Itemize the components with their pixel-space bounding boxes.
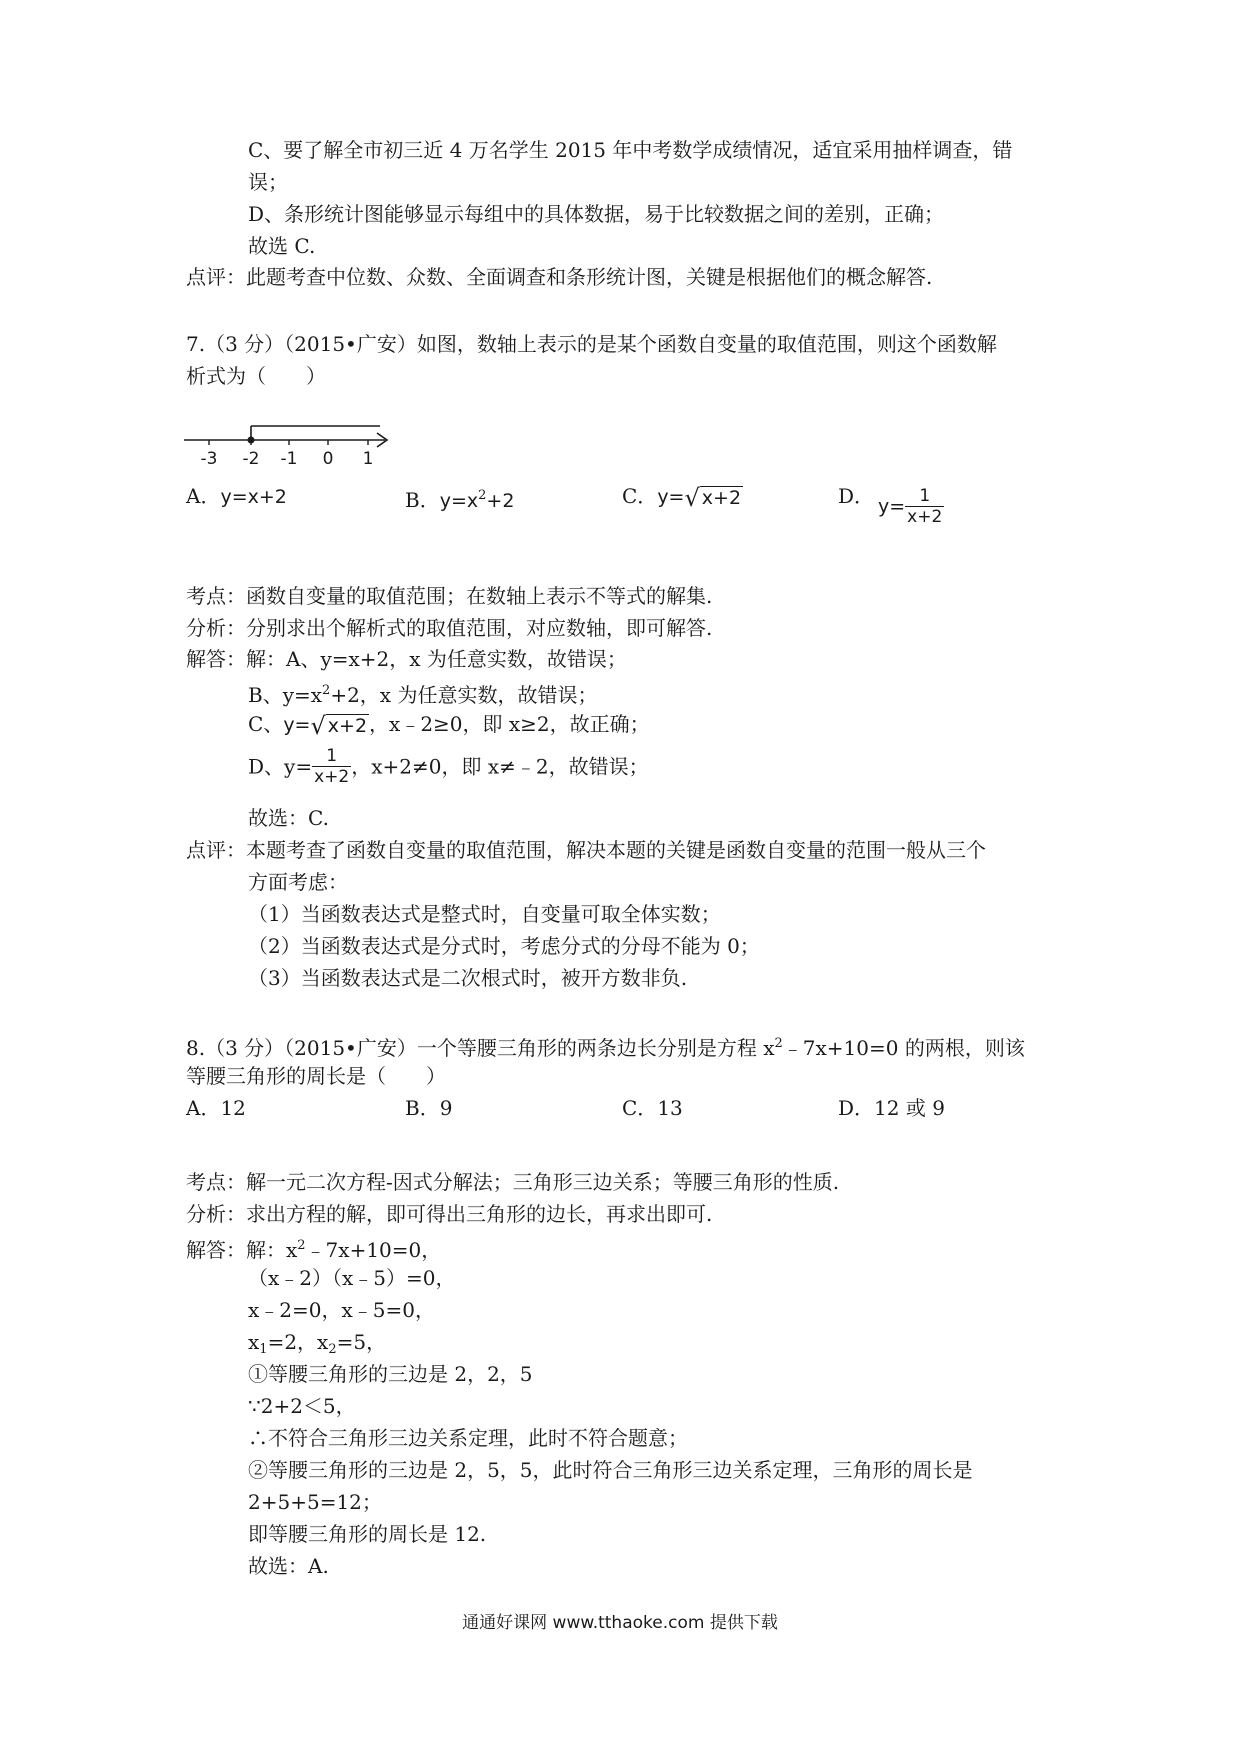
tick-label: 1: [362, 449, 374, 469]
q8-step-9: 即等腰三角形的周长是 12.: [248, 1522, 487, 1546]
q8-step-5: ∵2+2＜5，: [248, 1394, 356, 1418]
q7-point-3: （3）当函数表达式是二次根式时，被开方数非负.: [248, 966, 688, 990]
option-label: D．: [838, 1096, 875, 1120]
option-label: B．: [405, 1096, 440, 1120]
prev-option-c-line2: 误；: [248, 170, 288, 194]
q7-stem-line2: 析式为（ ）: [186, 364, 326, 388]
prev-option-c-line1: C、要了解全市初三近 4 万名学生 2015 年中考数学成绩情况，适宜采用抽样调查，错: [248, 138, 1013, 162]
q8-step-6: ∴不符合三角形三边关系定理，此时不符合题意；: [248, 1426, 688, 1450]
option-label: B．: [405, 488, 440, 512]
q8-step-4: ①等腰三角形的三边是 2，2，5: [248, 1362, 533, 1386]
option-label: C．: [622, 484, 658, 508]
q8-stem-line2: 等腰三角形的周长是（ ）: [186, 1064, 446, 1088]
option-label: A．: [186, 484, 221, 508]
q7-comment-line2: 方面考虑：: [248, 870, 348, 894]
q8-choose: 故选：A.: [248, 1554, 329, 1578]
tick-label: -1: [280, 449, 298, 469]
q7-point-2: （2）当函数表达式是分式时，考虑分式的分母不能为 0；: [248, 934, 760, 958]
q7-option-a: A．y=x+2: [186, 484, 287, 508]
prev-option-d: D、条形统计图能够显示每组中的具体数据，易于比较数据之间的差别，正确；: [248, 202, 945, 226]
q7-point-1: （1）当函数表达式是整式时，自变量可取全体实数；: [248, 902, 721, 926]
tick-label: -2: [242, 449, 260, 469]
q7-option-d: y= $\frac{1}{x+2}$: [878, 486, 943, 527]
q8-option-d: D．12 或 9: [838, 1096, 945, 1120]
q7-option-d-label: D．: [838, 484, 875, 508]
q8-step-3: $x_1=2$，$x_2=5$，: [248, 1330, 387, 1357]
q7-number-line: [180, 420, 400, 472]
q8-option-c: C．13: [622, 1096, 683, 1120]
option-label: C．: [622, 1096, 658, 1120]
page-footer: 通通好课网 www.tthaoke.com 提供下载: [462, 1613, 778, 1633]
q8-step-2: x﹣2=0，x﹣5=0，: [248, 1298, 435, 1322]
q8-step-8: 2+5+5=12；: [248, 1490, 382, 1514]
tick-label: 0: [322, 449, 334, 469]
q8-kaodian: 考点：解一元二次方程-因式分解法；三角形三边关系；等腰三角形的性质.: [186, 1170, 840, 1194]
q8-jieda: 解答：解：$x^2﹣7x+10=0$，: [186, 1238, 442, 1262]
option-label: A．: [186, 1096, 221, 1120]
sqrt-expression: √ x+2: [684, 483, 742, 512]
q8-option-a: A．12: [186, 1096, 246, 1120]
fraction: $\frac{1}{x+2}$: [907, 486, 943, 527]
q7-jieda-c: C、y=√ x+2 ，x﹣2≥0，即 x≥2，故正确；: [248, 711, 650, 740]
q8-fenxi: 分析：求出方程的解，即可得出三角形的边长，再求出即可.: [186, 1202, 713, 1226]
q8-option-b: B．9: [405, 1096, 453, 1120]
prev-choose: 故选 C.: [248, 234, 316, 258]
sqrt-expression: √ x+2: [310, 711, 368, 740]
tick-label: -3: [200, 449, 218, 469]
prev-comment: 点评：此题考查中位数、众数、全面调查和条形统计图，关键是根据他们的概念解答.: [186, 265, 933, 289]
q7-stem-line1: 7.（3 分）（2015•广安）如图，数轴上表示的是某个函数自变量的取值范围，则这个函数解: [186, 332, 997, 356]
q7-option-c: C．y=√ x+2: [622, 483, 742, 512]
q7-choose: 故选：C.: [248, 806, 329, 830]
q7-comment-line1: 点评：本题考查了函数自变量的取值范围，解决本题的关键是函数自变量的范围一般从三个: [186, 838, 986, 862]
fraction: $\frac{1}{x+2}$: [314, 746, 350, 787]
q7-jieda-b: B、$y=x^2+2$，x 为任意实数，故错误；: [248, 683, 598, 707]
q8-stem-line1: 8.（3 分）（2015•广安）一个等腰三角形的两条边长分别是方程 $x^2﹣7x+10=0$ 的两根，则该: [186, 1036, 1025, 1060]
q7-jieda: 解答：解：A、y=x+2，x 为任意实数，故错误；: [186, 647, 627, 671]
q7-option-b: B．$y=x^2+2$: [405, 488, 515, 512]
q7-kaodian: 考点：函数自变量的取值范围；在数轴上表示不等式的解集.: [186, 584, 713, 608]
q8-step-7: ②等腰三角形的三边是 2，5，5，此时符合三角形三边关系定理，三角形的周长是: [248, 1458, 973, 1482]
q7-fenxi: 分析：分别求出个解析式的取值范围，对应数轴，即可解答.: [186, 616, 713, 640]
q7-jieda-d: D、y= $\frac{1}{x+2}$ ，x+2≠0，即 x≠﹣2，故错误；: [248, 746, 649, 787]
q8-step-1: （x﹣2）（x﹣5）=0，: [248, 1266, 456, 1290]
